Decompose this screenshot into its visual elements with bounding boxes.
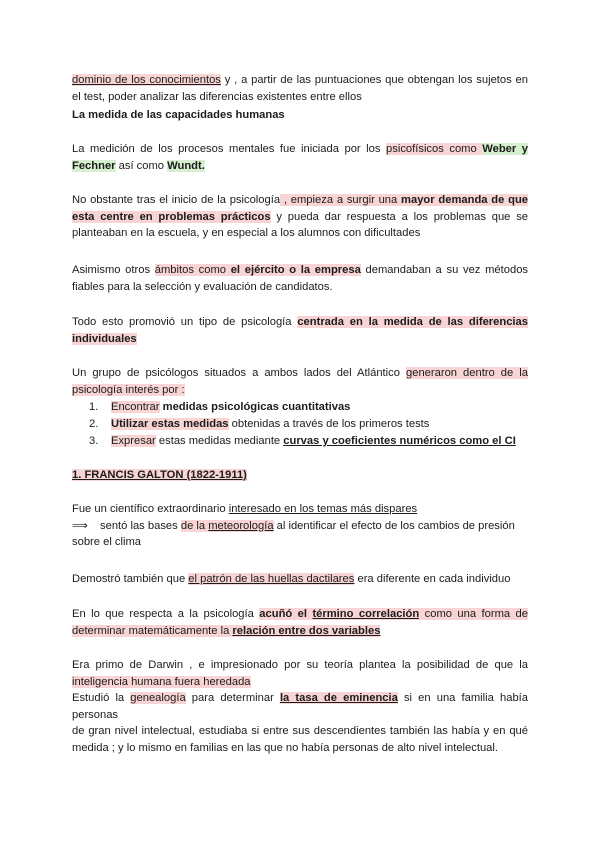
list-item: 2. Utilizar estas medidas obtenidas a través de los primeros tests [89,418,430,430]
paragraph-correlacion: En lo que respecta a la psicología acuñó el término correlación como una forma de determinar matemáticamente la relación entre dos variables [72,608,529,637]
list-item: 1. Encontrar medidas psicológicas cuantitativas [89,401,351,413]
paragraph-no-obstante: No obstante tras el inicio de la psicología , empieza a surgir una mayor demanda de que esta centre en problemas prácticos y pueda dar respuesta a los problemas que se planteaban en la escuela, y en especial a los alumnos con dificultades [72,194,529,239]
paragraph-asimismo: Asimismo otros ámbitos como el ejército o la empresa demandaban a su vez métodos fiables para la selección y evaluación de candidatos. [72,264,529,293]
paragraph-grupo: Un grupo de psicólogos situados a ambos lados del Atlántico generaron dentro de la psicología interés por : [72,367,528,396]
paragraph-medicion: La medición de los procesos mentales fue iniciada por los psicofísicos como Weber y Fechner así como Wundt. [72,143,529,172]
numbered-list [89,399,528,450]
paragraph-demostro: Demostró también que el patrón de las huellas dactilares era diferente en cada individuo [72,573,511,585]
double-arrow-icon: ⟹ [72,518,88,532]
section-heading-capacidades: La medida de las capacidades humanas [72,109,285,121]
intro-paragraph: dominio de los conocimientos y , a partir de las puntuaciones que obtengan los sujetos en el test, poder analizar las diferencias existentes entre ellos [72,74,528,103]
paragraph-cientifico: Fue un científico extraordinario interesado en los temas más dispares ⟹ sentó las bases de la meteorología al identificar el efecto de los cambios de presión sobre el clima [72,503,515,548]
galton-heading: 1. FRANCIS GALTON (1822-1911) [72,469,247,481]
list-item: 3. Expresar estas medidas mediante curvas y coeficientes numéricos como el CI [89,435,516,447]
paragraph-todo-esto: Todo esto promovió un tipo de psicología centrada en la medida de las diferencias individuales [72,316,528,345]
paragraph-darwin: Era primo de Darwin , e impresionado por su teoría plantea la posibilidad de que la inteligencia humana fuera heredada Estudió la genealogía para determinar la tasa de eminencia si en una familia había personas de gran nivel intelectual, estudiaba si entre sus descendientes también las había y en qué medida ; y lo mismo en familias en las que no había personas de alto nivel intelectual. [72,659,528,754]
highlight-dominio: dominio de los conocimientos [72,74,221,86]
